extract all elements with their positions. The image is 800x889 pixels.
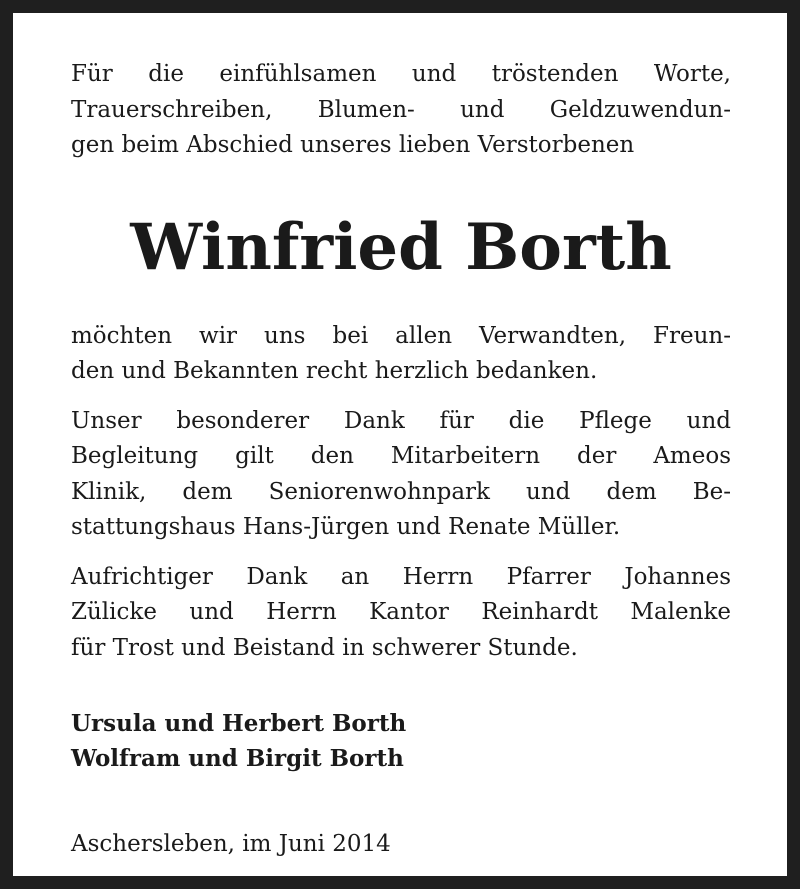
special-thanks-line: Unser besonderer Dank für die Pflege und [71,407,731,434]
intro-line: Für die einfühlsamen und tröstenden Worte, [71,61,731,87]
pastor-thanks-line: Zülicke und Herrn Kantor Reinhardt Malenke [71,599,731,625]
pastor-thanks-paragraph [71,560,731,667]
deceased-name: Winfried Borth [130,209,672,285]
special-thanks-line: Begleitung gilt den Mitarbeitern der Ameos [71,443,731,469]
special-thanks-paragraph [71,404,731,546]
thanks-line: den und Bekannten recht herzlich bedanken. [71,358,598,384]
thanks-paragraph [71,319,731,390]
notice-content [71,57,731,862]
thanks-line: möchten wir uns bei allen Verwandten, Freun- [71,322,731,349]
signer-name: Wolfram und Birgit Borth [71,745,404,772]
signers-block [71,706,731,776]
pastor-thanks-line: für Trost und Beistand in schwerer Stunde. [71,634,578,661]
intro-line: gen beim Abschied unseres lieben Verstorbenen [71,132,635,158]
obituary-notice [13,13,787,876]
place-and-date: Aschersleben, im Juni 2014 [71,831,391,857]
signer-name: Ursula und Herbert Borth [71,710,407,737]
intro-paragraph [71,57,731,164]
special-thanks-line: Klinik, dem Seniorenwohnpark und dem Be- [71,478,731,505]
pastor-thanks-line: Aufrichtiger Dank an Herrn Pfarrer Johannes [71,563,731,590]
special-thanks-line: stattungshaus Hans-Jürgen und Renate Müller. [71,514,621,540]
intro-line: Trauerschreiben, Blumen- und Geldzuwendun- [71,96,731,123]
